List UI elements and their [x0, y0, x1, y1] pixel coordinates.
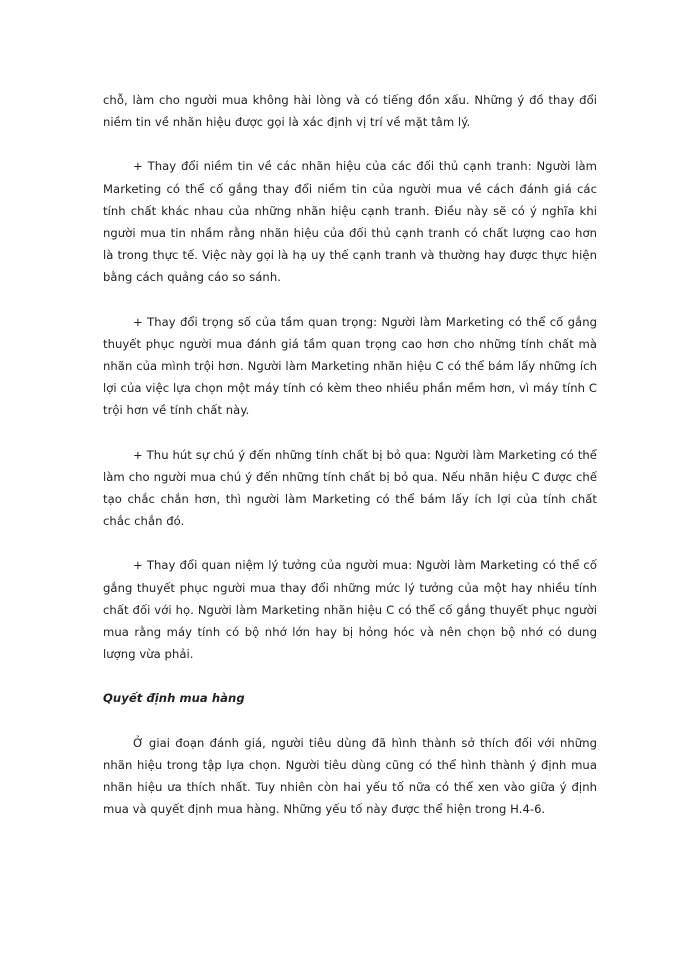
- paragraph-change-importance-weights: + Thay đổi trọng số của tầm quan trọng: Người làm Marketing có thể cố gắng thuyết phục người mua đánh giá tầm quan trọng cao hơn cho những tính chất mà nhãn của mình trội hơn. Người làm Marketing nhãn hiệu C có thể bám lấy những ích lợi của việc lựa chọn một máy tính có kèm theo nhiều phần mềm hơn, vì máy tính C trội hơn về tính chất này.: [103, 314, 597, 418]
- paragraph-attract-attention: + Thu hút sự chú ý đến những tính chất bị bỏ qua: Người làm Marketing có thể làm cho người mua chú ý đến những tính chất bị bỏ qua. Nếu nhãn hiệu C được chế tạo chắc chắn hơn, thì người làm Marketing có thể bám lấy ích lợi của tính chất chắc chắn đó.: [103, 447, 597, 529]
- paragraph-change-competitor-beliefs: + Thay đổi niềm tin về các nhãn hiệu của các đối thủ cạnh tranh: Người làm Marketing có thể cố gắng thay đổi niềm tin của người mua về cách đánh giá các tính chất khác nhau của những nhãn hiệu cạnh tranh. Điều này sẽ có ý nghĩa khi người mua tin nhầm rằng nhãn hiệu của đối thủ cạnh tranh có chất lượng cao hơn là trong thực tế. Việc này gọi là hạ uy thế cạnh tranh và thường hay được thực hiện bằng cách quảng cáo so sánh.: [103, 159, 597, 285]
- document-page: [103, 89, 597, 842]
- paragraph-purchase-decision: Ở giai đoạn đánh giá, người tiêu dùng đã hình thành sở thích đối với những nhãn hiệu trong tập lựa chọn. Người tiêu dùng cũng có thể hình thành ý định mua nhãn hiệu ưa thích nhất. Tuy nhiên còn hai yếu tố nữa có thể xen vào giữa ý định mua và quyết định mua hàng. Những yếu tố này được thể hiện trong H.4-6.: [103, 735, 597, 817]
- section-heading: Quyết định mua hàng: [103, 691, 245, 706]
- paragraph-continuation: chỗ, làm cho người mua không hài lòng và có tiếng đồn xấu. Những ý đồ thay đổi niềm tin về nhãn hiệu được gọi là xác định vị trí về mặt tâm lý.: [103, 93, 597, 130]
- paragraph-change-ideal: + Thay đổi quan niệm lý tưởng của người mua: Người làm Marketing có thể cố gắng thuyết phục người mua thay đổi những mức lý tưởng của một hay nhiều tính chất đối với họ. Người làm Marketing nhãn hiệu C có thể cố gắng thuyết phục người mua rằng máy tính có bộ nhớ lớn hay bị hỏng hóc và nên chọn bộ nhớ có dung lượng vừa phải.: [103, 558, 597, 662]
